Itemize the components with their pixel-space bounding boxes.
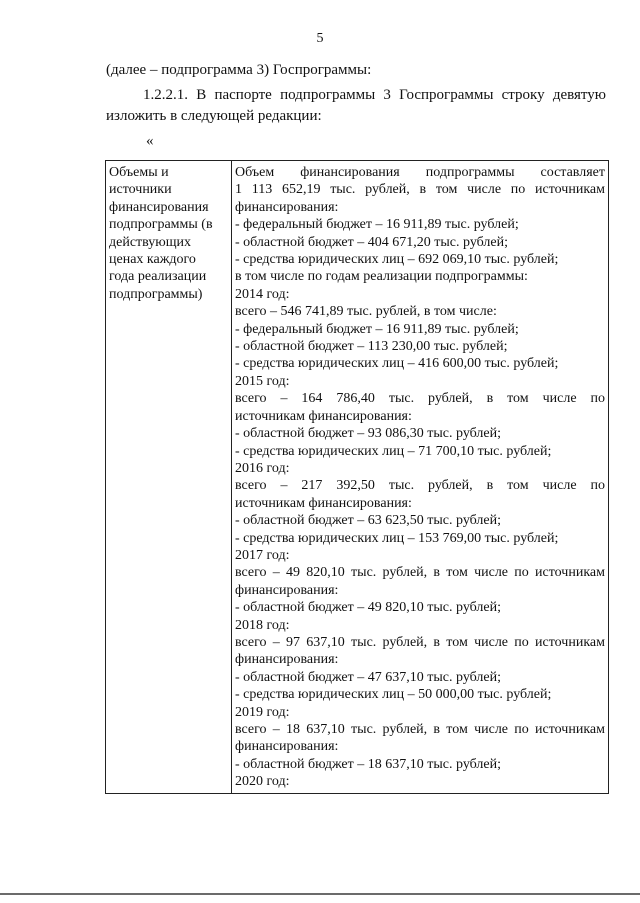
label-line: ценах каждого: [109, 252, 196, 268]
amendment-paragraph: 1.2.2.1. В паспорте подпрограммы 3 Госпрограммы строку девятую изложить в следующей редакции:: [106, 87, 606, 124]
content-line: - средства юридических лиц – 71 700,10 тыс. рублей;: [235, 443, 552, 459]
content-line: - областной бюджет – 47 637,10 тыс. рублей;: [235, 669, 501, 685]
content-line: всего – 97 637,10 тыс. рублей, в том числе по источникам: [235, 634, 605, 650]
content-line: всего – 546 741,89 тыс. рублей, в том числе:: [235, 304, 497, 320]
row-label-cell: [106, 161, 232, 794]
label-line: действующих: [109, 234, 192, 250]
content-line: всего – 49 820,10 тыс. рублей, в том числе по источникам: [235, 565, 605, 581]
content-line: всего – 164 786,40 тыс. рублей, в том числе по: [235, 391, 605, 407]
content-line: - областной бюджет – 93 086,30 тыс. рублей;: [235, 426, 501, 442]
intro-paragraph: (далее – подпрограмма 3) Госпрограммы:: [106, 62, 372, 78]
content-line: 2019 год:: [235, 704, 290, 720]
content-line: источникам финансирования:: [235, 495, 412, 511]
content-line: 1 113 652,19 тыс. рублей, в том числе по источникам: [235, 182, 605, 198]
content-line: финансирования:: [235, 739, 339, 755]
content-line: - областной бюджет – 49 820,10 тыс. рублей;: [235, 600, 501, 616]
content-line: всего – 18 637,10 тыс. рублей, в том числе по источникам: [235, 722, 605, 737]
content-line: - областной бюджет – 404 671,20 тыс. рублей;: [235, 234, 508, 250]
content-line: финансирования:: [235, 199, 339, 215]
page-number: 5: [316, 31, 324, 46]
content-line: 2017 год:: [235, 547, 290, 563]
content-line: финансирования:: [235, 582, 339, 598]
content-line: - средства юридических лиц – 416 600,00 тыс. рублей;: [235, 356, 559, 372]
label-line: Объемы и: [109, 165, 169, 180]
label-line: года реализации: [109, 269, 207, 285]
content-line: 2018 год:: [235, 617, 290, 633]
content-line: источникам финансирования:: [235, 408, 412, 424]
content-line: - областной бюджет – 113 230,00 тыс. рублей;: [235, 339, 508, 355]
content-line: в том числе по годам реализации подпрограммы:: [235, 269, 528, 285]
content-line: 2015 год:: [235, 373, 290, 389]
bottom-edge-rule: [0, 893, 640, 895]
content-line: - федеральный бюджет – 16 911,89 тыс. рублей;: [235, 217, 519, 233]
content-line: - средства юридических лиц – 692 069,10 тыс. рублей;: [235, 252, 559, 268]
label-line: подпрограммы): [109, 286, 203, 302]
content-line: 2020 год:: [235, 774, 290, 790]
content-line: финансирования:: [235, 652, 339, 668]
content-line: Объем финансирования подпрограммы составляет: [235, 165, 605, 180]
content-line: - областной бюджет – 18 637,10 тыс. рублей;: [235, 756, 501, 772]
opening-quote: «: [146, 133, 154, 149]
content-line: 2016 год:: [235, 460, 290, 476]
table-row: [106, 161, 609, 794]
content-line: - областной бюджет – 63 623,50 тыс. рублей;: [235, 513, 501, 529]
label-line: финансирования: [109, 199, 209, 215]
content-line: всего – 217 392,50 тыс. рублей, в том числе по: [235, 478, 605, 494]
content-line: - федеральный бюджет – 16 911,89 тыс. рублей;: [235, 321, 519, 337]
label-line: источники: [109, 182, 172, 198]
label-line: подпрограммы (в: [109, 217, 213, 233]
content-line: - средства юридических лиц – 50 000,00 тыс. рублей;: [235, 687, 552, 703]
financing-table: [105, 160, 609, 794]
content-line: 2014 год:: [235, 286, 290, 302]
content-line: - средства юридических лиц – 153 769,00 тыс. рублей;: [235, 530, 559, 546]
row-content-cell: [232, 161, 609, 794]
